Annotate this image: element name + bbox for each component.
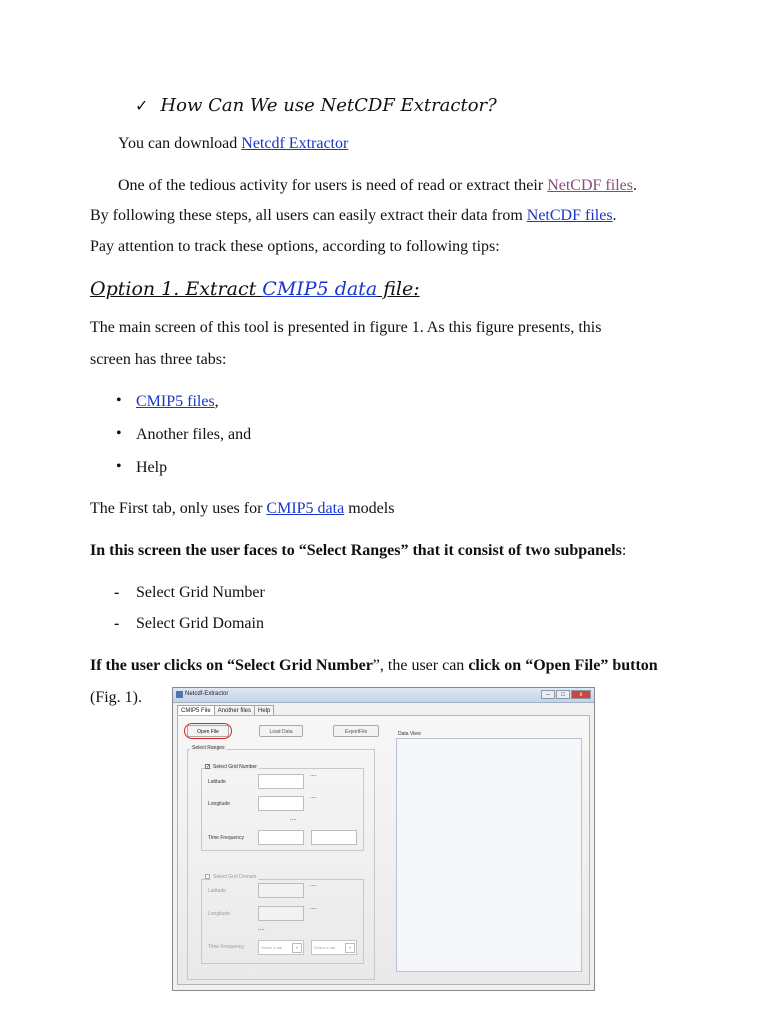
- dots-separator: ....: [310, 772, 317, 778]
- domain-time-frequency-label: Time Frequency: [208, 944, 244, 950]
- highlight-ring: [184, 723, 232, 739]
- dots-separator: ....: [310, 794, 317, 800]
- domain-longitude-label: Longitude: [208, 911, 230, 917]
- window-titlebar: [173, 688, 594, 703]
- time-frequency-label: Time Frequency: [208, 835, 244, 841]
- tab-cmip5-file[interactable]: CMIP5 File: [177, 705, 215, 716]
- option1-heading: [90, 278, 420, 300]
- load-data-button[interactable]: Load Data: [259, 725, 303, 737]
- calendar-icon: ▾: [292, 943, 302, 953]
- first-tab-line: [90, 499, 394, 519]
- time-end-combo[interactable]: [311, 940, 357, 955]
- netcdf-extractor-screenshot: [172, 687, 595, 991]
- cmip5-data-link[interactable]: CMIP5 data: [266, 500, 345, 517]
- latitude-label: Latitude: [208, 779, 226, 785]
- window-controls: [541, 690, 591, 699]
- netcdf-files-link-2[interactable]: NetCDF files: [526, 207, 613, 224]
- checkmark-icon: ✓: [135, 98, 149, 115]
- select-ranges-colon: :: [621, 542, 627, 559]
- para2-line2: screen has three tabs:: [90, 351, 227, 368]
- select-ranges-label: Select Ranges: [192, 745, 225, 751]
- open-file-button[interactable]: Open File: [187, 725, 229, 737]
- select-ranges-line: [90, 541, 626, 561]
- heading-text: How Can We use NetCDF Extractor?: [160, 95, 497, 116]
- dots-separator: ....: [310, 905, 317, 911]
- time-start-combo[interactable]: [258, 940, 304, 955]
- para1-punct2: .: [612, 207, 617, 224]
- clicks-mid: ”, the user can: [372, 657, 469, 674]
- bullet-cmip5: [136, 392, 219, 412]
- data-view-panel[interactable]: [396, 738, 582, 972]
- time-frequency-start-input[interactable]: [258, 830, 304, 845]
- data-view-label: Data View: [398, 731, 421, 737]
- close-button[interactable]: x: [571, 690, 591, 699]
- para1-line3: Pay attention to track these options, according to following tips:: [90, 238, 500, 255]
- dash-marker: -: [114, 584, 120, 601]
- netcdf-extractor-link[interactable]: Netcdf Extractor: [241, 135, 349, 152]
- dash-item-grid-number: Select Grid Number: [136, 584, 265, 601]
- time-frequency-end-input[interactable]: [311, 830, 357, 845]
- first-tab-pre: The First tab, only uses for: [90, 500, 267, 517]
- fig-ref: (Fig. 1).: [90, 689, 142, 706]
- maximize-button[interactable]: □: [556, 690, 570, 699]
- para1-punct: .: [632, 177, 637, 194]
- para1-line2: [90, 206, 617, 226]
- clicks-bold1: If the user clicks on “Select Grid Number: [90, 657, 373, 674]
- select-ranges-bold: In this screen the user faces to “Select Ranges” that it consist of two subpanels: [90, 542, 622, 559]
- bullet-dot: •: [116, 458, 122, 475]
- clicks-line: [90, 656, 658, 676]
- para2-line1: The main screen of this tool is presented in figure 1. As this figure presents, this: [90, 319, 602, 336]
- bullet-dot: •: [116, 392, 122, 409]
- longitude-label: Longitude: [208, 801, 230, 807]
- download-prefix: You can download: [118, 135, 242, 152]
- dots-separator: ....: [310, 882, 317, 888]
- bullet-comma: ,: [214, 393, 219, 410]
- dots-separator: ....: [258, 926, 265, 932]
- grid-number-checkbox[interactable]: ✓: [206, 764, 211, 770]
- option1-post: file:: [377, 278, 420, 300]
- dots-separator: ....: [290, 816, 297, 822]
- domain-latitude-input[interactable]: [258, 883, 304, 898]
- cmip5-files-link[interactable]: CMIP5 files: [136, 393, 215, 410]
- combo-text: Select a dat: [261, 945, 283, 950]
- app-icon: [176, 691, 183, 698]
- longitude-input[interactable]: [258, 796, 304, 811]
- tab-help[interactable]: Help: [254, 705, 274, 716]
- export-file-button[interactable]: ExportFile: [333, 725, 379, 737]
- bullet-dot: •: [116, 425, 122, 442]
- bullet-help: Help: [136, 459, 168, 476]
- para1-line1: [118, 176, 637, 196]
- window-title: Netcdf-Extractor: [185, 691, 229, 697]
- dash-item-grid-domain: Select Grid Domain: [136, 615, 264, 632]
- para1-text2: By following these steps, all users can easily extract their data from: [90, 207, 527, 224]
- bullet-another: Another files, and: [136, 426, 252, 443]
- grid-domain-label: Select Grid Domain: [213, 874, 257, 880]
- grid-domain-checkbox[interactable]: [205, 874, 210, 879]
- combo-text: Select a dat: [314, 945, 336, 950]
- cmip5-data-link-heading[interactable]: CMIP5 data: [262, 278, 378, 300]
- domain-latitude-label: Latitude: [208, 888, 226, 894]
- section-heading: [135, 95, 497, 116]
- latitude-input[interactable]: [258, 774, 304, 789]
- para1-text: One of the tedious activity for users is need of read or extract their: [118, 177, 548, 194]
- first-tab-post: models: [344, 500, 395, 517]
- domain-longitude-input[interactable]: [258, 906, 304, 921]
- option1-pre: Option 1. Extract: [90, 278, 263, 300]
- netcdf-files-link-1[interactable]: NetCDF files: [547, 177, 633, 194]
- tab-another-files[interactable]: Another files: [214, 705, 255, 716]
- clicks-bold2: click on “Open File” button: [468, 657, 658, 674]
- download-line: [118, 134, 348, 154]
- dash-marker: -: [114, 615, 120, 632]
- minimize-button[interactable]: –: [541, 690, 555, 699]
- grid-number-label: Select Grid Number: [213, 764, 257, 770]
- calendar-icon: ▾: [345, 943, 355, 953]
